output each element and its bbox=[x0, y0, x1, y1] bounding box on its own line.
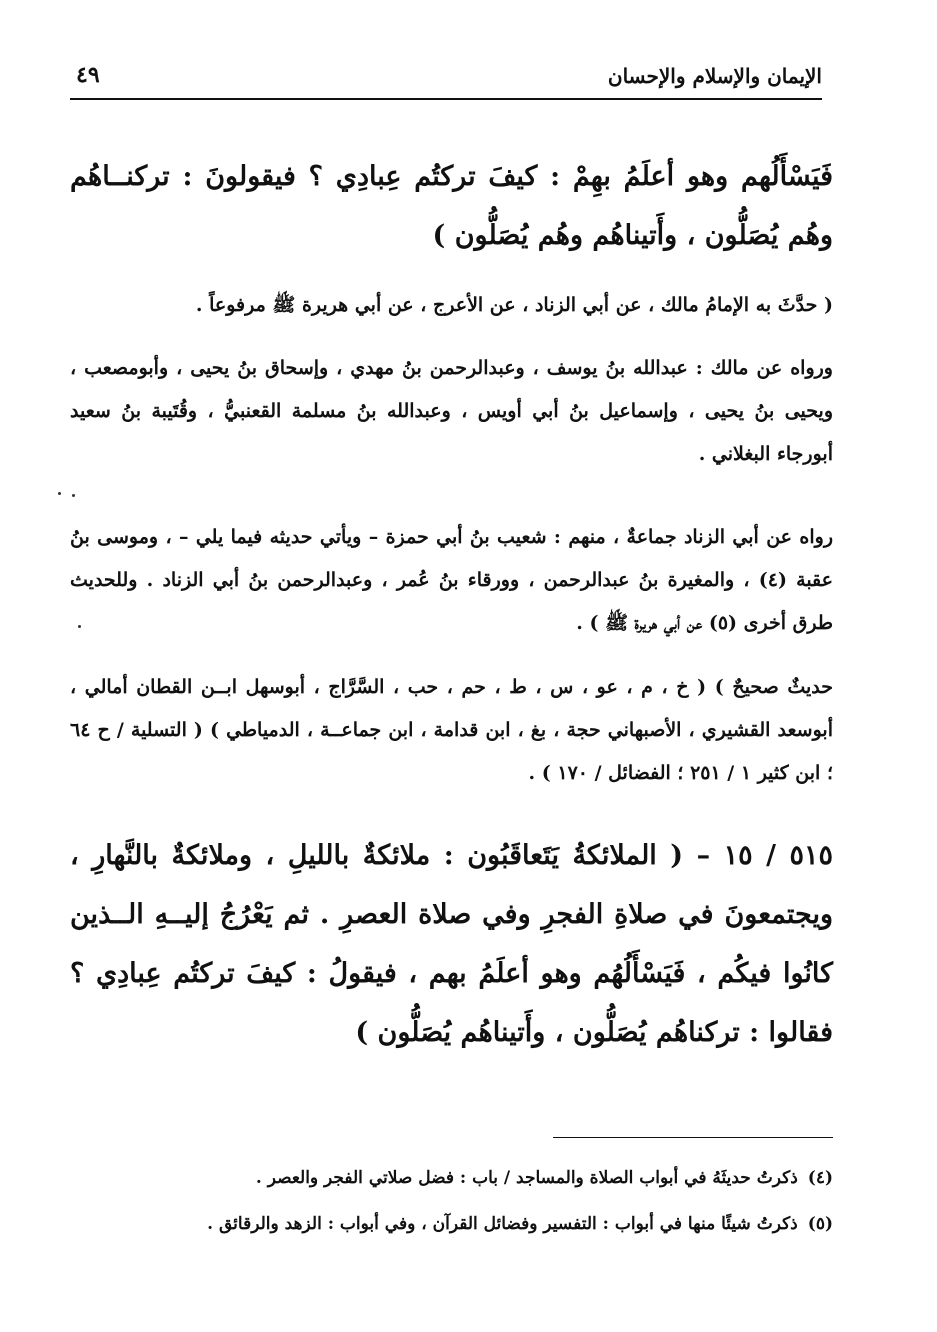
footnote-separator bbox=[553, 1137, 833, 1138]
narrators-from-abu-al-zinad: رواه عن أبي الزناد جماعةٌ ، منهم : شعيب بنُ أبي حمزة – ويأتي حديثه فيما يلي – ، وموسى بنُ عقبة (٤) ، والمغيرة بنُ عبدالرحمن ، وورقاء بنُ عُمر ، وعبدالرحمن بنُ أبي الزناد . وللحديث طرق أخرى (٥) عن أبي هريرة ﷺ ) . bbox=[70, 526, 833, 634]
hadith-text-continuation: فَيَسْأَلُهم وهو أعلَمُ بهِمْ : كيفَ تركتُم عِبادِي ؟ فيقولونَ : تركنــاهُم وهُم يُصَلُّون ، وأَتيناهُم وهُم يُصَلُّون ) bbox=[70, 161, 833, 251]
running-header bbox=[70, 62, 822, 100]
running-title: الإيمان والإسلام والإحسان bbox=[607, 64, 822, 88]
footnote-text: ذكرتُ حديثَهُ في أبواب الصلاة والمساجد / باب : فضل صلاتي الفجر والعصر . bbox=[255, 1168, 798, 1188]
hadith-515: ٥١٥ / ١٥ – ( الملائكةُ يَتَعاقَبُون : ملائكةٌ بالليلِ ، وملائكةٌ بالنَّهارِ ، ويجتمعونَ في صلاةِ الفجرِ وفي صلاة العصرِ . ثم يَعْرُجُ إليــهِ الــذين كانُوا فيكُم ، فَيَسْأَلُهُم وهو أعلَمُ بهم ، فيقولُ : كيفَ تركتُم عِبادِي ؟ فقالوا : تركناهُم يُصَلُّون ، وأَتيناهُم يُصَلُّون ) bbox=[70, 840, 833, 1048]
footnote-4 bbox=[70, 1166, 833, 1190]
page-number: ٤٩ bbox=[76, 62, 100, 88]
narrators-from-malik: ورواه عن مالك : عبدالله بنُ يوسف ، وعبدالرحمن بنُ مهدي ، وإسحاق بنُ يحيى ، وأبومصعب ، ويحيى بنُ يحيى ، وإسماعيل بنُ أبي أويس ، وعبدالله بنُ مسلمة القعنبيُّ ، وقُتَيبة بنُ سعيد أبورجاء البغلاني . bbox=[70, 357, 833, 465]
footnote-text: ذكرتُ شيئًا منها في أبواب : التفسير وفضائل القرآن ، وفي أبواب : الزهد والرقائق . bbox=[207, 1214, 798, 1234]
footnote-number: (٥) bbox=[807, 1214, 833, 1234]
scan-speck bbox=[58, 492, 61, 495]
scan-speck bbox=[78, 625, 81, 628]
footnote-number: (٤) bbox=[807, 1168, 833, 1188]
chain-of-narration: ( حدَّثَ به الإمامُ مالك ، عن أبي الزناد ، عن الأعرج ، عن أبي هريرة ﷺ مرفوعاً . bbox=[195, 294, 833, 316]
grading-and-sources: حديثٌ صحيحٌ ) ( خ ، م ، عو ، س ، ط ، حم ، حب ، السَّرَّاج ، أبوسهل ابــن القطان أمالي ، أبوسعد القشيري ، الأصبهاني حجة ، بغ ، ابن قدامة ، ابن جماعــة ، الدمياطي ) ( التسلية / ح ٦٤ ؛ ابن كثير ١ / ٢٥١ ؛ الفضائل / ١٧٠ ) . bbox=[70, 676, 833, 784]
footnote-5 bbox=[70, 1212, 833, 1236]
scan-speck bbox=[72, 494, 75, 497]
